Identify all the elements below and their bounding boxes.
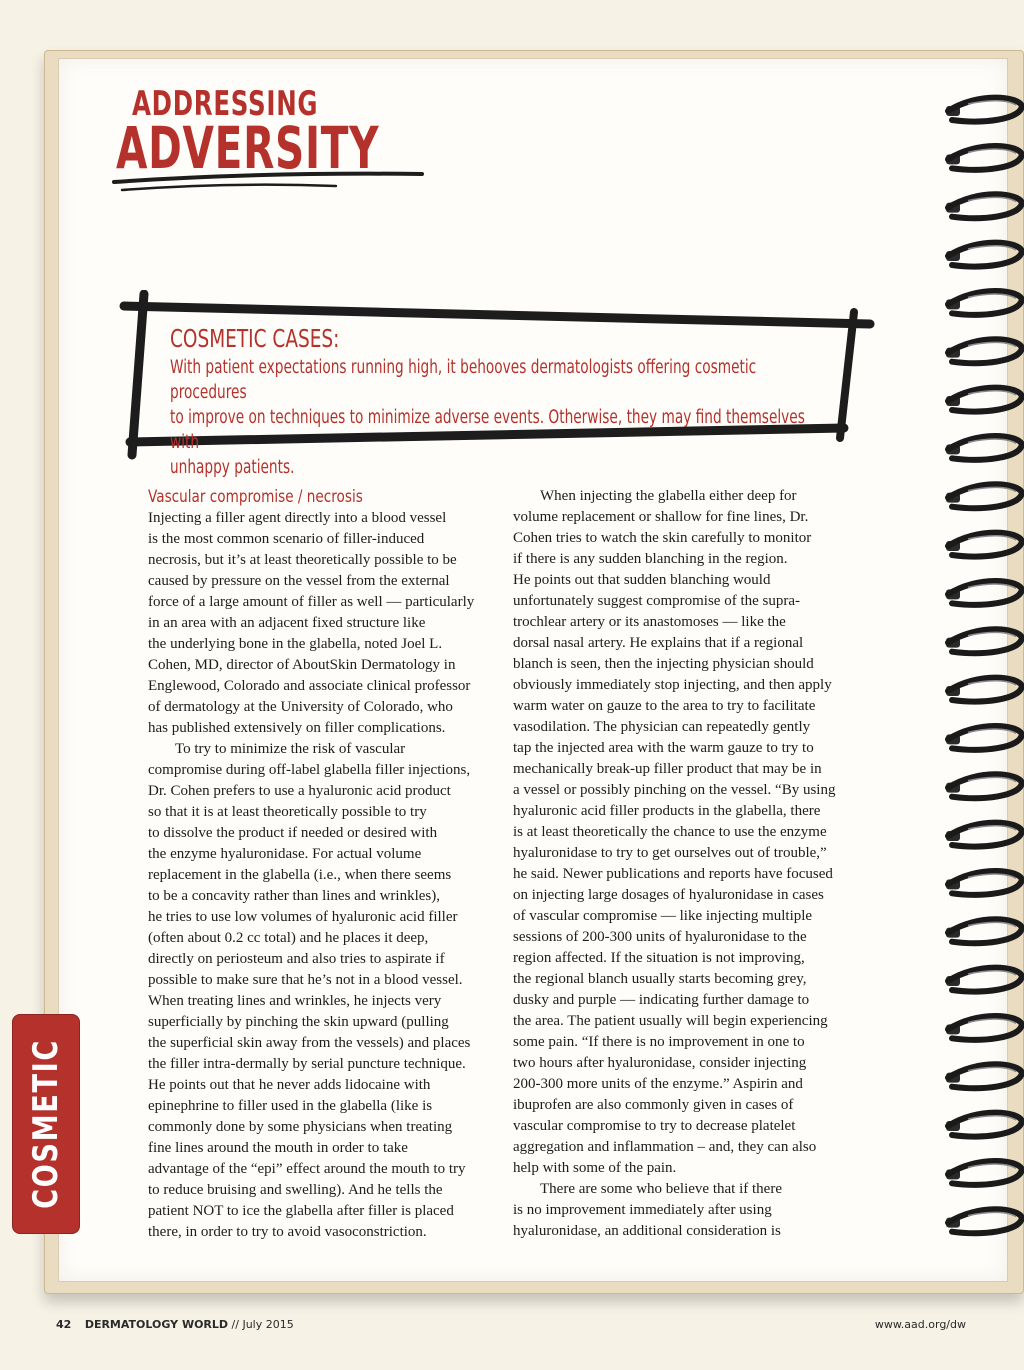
body-text-line: he tries to use low volumes of hyaluronic acid filler [148,909,458,925]
body-text-line: aggregation and inflammation – and, they can also [513,1139,817,1155]
body-text-line: the regional blanch usually starts becoming grey, [513,971,807,987]
spiral-ring [946,919,1022,943]
section-tab [12,1014,80,1234]
spiral-ring [946,871,1022,895]
masthead-underline [110,168,430,198]
spiral-ring [946,436,1022,460]
body-text-line: hyaluronidase, an additional consideration is [513,1223,781,1239]
footer-url: www.aad.org/dw [874,1318,966,1331]
body-text-line: volume replacement or shallow for fine lines, Dr. [513,509,809,525]
body-text-line: a vessel or possibly pinching on the vessel. “By using [513,782,836,798]
body-text-line: blanch is seen, then the injecting physician should [513,656,814,672]
body-text-line: hyaluronic acid filler products in the glabella, there [513,803,821,819]
body-text-line: two hours after hyaluronidase, consider injecting [513,1055,807,1071]
callout-line: unhappy patients. [170,457,295,478]
body-text-line: is no improvement immediately after using [513,1202,772,1218]
body-text-line: force of a large amount of filler as well — particularly [148,594,475,610]
body-text-line: on injecting large dosages of hyaluronidase in cases [513,887,824,903]
page-footer-left [56,1318,294,1331]
body-text-line: fine lines around the mouth in order to take [148,1140,408,1156]
body-text-line: if there is any sudden blanching in the region. [513,551,788,567]
masthead-title: ADVERSITY [116,114,380,182]
spiral-ring [946,1016,1022,1040]
body-text-line: (often about 0.2 cc total) and he places it deep, [148,930,429,946]
body-text-line: he said. Newer publications and reports have focused [513,866,833,882]
body-text-line: hyaluronidase to try to get ourselves out of trouble,” [513,845,827,861]
callout-title: COSMETIC CASES: [170,324,340,353]
body-text-line: some pain. “If there is no improvement in one to [513,1034,805,1050]
body-text-line: Cohen tries to watch the skin carefully to monitor [513,530,812,546]
body-text-line: warm water on gauze to the area to try to facilitate [513,698,816,714]
issue-date: // July 2015 [231,1318,294,1331]
section-heading: Vascular compromise / necrosis [148,487,363,507]
spiral-ring [946,581,1022,605]
body-text-line: the filler intra-dermally by serial puncture technique. [148,1056,466,1072]
body-text-line: advantage of the “epi” effect around the mouth to try [148,1161,466,1177]
body-text-line: the superficial skin away from the vessels) and places [148,1035,471,1051]
callout-line: to improve on techniques to minimize adverse events. Otherwise, they may find themselves with [170,407,805,453]
spiral-ring [946,629,1022,653]
body-text-line: to be a concavity rather than lines and wrinkles), [148,888,440,904]
body-text-line: vasodilation. The physician can repeatedly gently [513,719,811,735]
spiral-ring [946,291,1022,315]
body-text-line: Cohen, MD, director of AboutSkin Dermatology in [148,657,456,673]
spiral-ring [946,484,1022,508]
spiral-ring [946,678,1022,702]
body-text-line: 200-300 more units of the enzyme.” Aspirin and [513,1076,803,1092]
body-text-line: has published extensively on filler complications. [148,720,446,736]
callout-text [170,355,806,480]
body-text-line: the area. The patient usually will begin experiencing [513,1013,828,1029]
body-text-line: When injecting the glabella either deep for [540,488,797,504]
body-text-line: region affected. If the situation is not improving, [513,950,805,966]
section-tab-label: COSMETIC [26,1039,66,1209]
body-text-line: possible to make sure that he’s not in a blood vessel. [148,972,463,988]
article-masthead [110,84,430,204]
body-text-line: is at least theoretically the chance to use the enzyme [513,824,827,840]
body-text-line: compromise during off-label glabella filler injections, [148,762,471,778]
body-text-line: dorsal nasal artery. He explains that if a regional [513,635,804,651]
body-text-line: dusky and purple — indicating further damage to [513,992,810,1008]
spiral-ring [946,968,1022,992]
article-column-right [513,486,861,1242]
spiral-ring [946,774,1022,798]
spiral-ring [946,388,1022,412]
body-text-line: Englewood, Colorado and associate clinical professor [148,678,471,694]
body-text-line: of vascular compromise — like injecting multiple [513,908,813,924]
body-text-line: of dermatology at the University of Colorado, who [148,699,453,715]
body-text-line: vascular compromise to try to decrease platelet [513,1118,796,1134]
callout-line: With patient expectations running high, it behooves dermatologists offering cosmetic procedures [170,357,757,403]
body-text-line: patient NOT to ice the glabella after filler is placed [148,1203,454,1219]
body-text-line: Injecting a filler agent directly into a blood vessel [148,510,447,526]
body-text-line: He points out that sudden blanching would [513,572,771,588]
body-text-line: sessions of 200-300 units of hyaluronidase to the [513,929,807,945]
body-text-line: replacement in the glabella (i.e., when there seems [148,867,452,883]
body-text-line: to dissolve the product if needed or desired with [148,825,438,841]
body-text-line: ibuprofen are also commonly given in cases of [513,1097,794,1113]
spiral-ring [946,1161,1022,1185]
body-text-line: necrosis, but it’s at least theoretically possible to be [148,552,457,568]
body-text-line: so that it is at least theoretically possible to try [148,804,427,820]
body-text-line: to reduce bruising and swelling). And he tells the [148,1182,443,1198]
masthead-kicker: ADDRESSING [132,84,319,124]
spiral-ring [946,194,1022,218]
body-text-line: He points out that he never adds lidocaine with [148,1077,431,1093]
body-text-line: there, in order to try to avoid vasoconstriction. [148,1224,427,1240]
spiral-ring [946,1064,1022,1088]
body-text-line: When treating lines and wrinkles, he injects very [148,993,442,1009]
body-text-line: To try to minimize the risk of vascular [175,741,406,757]
article-column-left [148,486,496,1243]
body-text-line: is the most common scenario of filler-induced [148,531,425,547]
publication-name: DERMATOLOGY WORLD [84,1318,229,1331]
body-text-line: caused by pressure on the vessel from the external [148,573,450,589]
body-text-line: There are some who believe that if there [540,1181,782,1197]
body-text-line: epinephrine to filler used in the glabella (like is [148,1098,433,1114]
spiral-binding [938,90,1024,1250]
spiral-ring [946,1113,1022,1137]
spiral-ring [946,823,1022,847]
body-text-line: commonly done by some physicians when treating [148,1119,453,1135]
body-text-line: directly on periosteum and also tries to aspirate if [148,951,445,967]
body-text-line: the underlying bone in the glabella, noted Joel L. [148,636,443,652]
body-text-line: unfortunately suggest compromise of the supra- [513,593,801,609]
body-text-line: superficially by pinching the skin upward (pulling [148,1014,449,1030]
spiral-ring [946,146,1022,170]
spiral-ring [946,1209,1022,1233]
body-text-line: the enzyme hyaluronidase. For actual volume [148,846,422,862]
body-text-line: in an area with an adjacent fixed structure like [148,615,426,631]
spiral-ring [946,533,1022,557]
body-text-line: tap the injected area with the warm gauze to try to [513,740,814,756]
page-number: 42 [56,1318,72,1331]
body-text-line: help with some of the pain. [513,1160,677,1176]
spiral-ring [946,98,1022,122]
body-text-line: Dr. Cohen prefers to use a hyaluronic acid product [148,783,451,799]
body-text-line: trochlear artery or its anastomoses — like the [513,614,786,630]
body-text-line: obviously immediately stop injecting, and then apply [513,677,832,693]
callout-box [118,290,878,478]
spiral-ring [946,243,1022,267]
body-text-line: mechanically break-up filler product that may be in [513,761,822,777]
spiral-ring [946,726,1022,750]
spiral-ring [946,339,1022,363]
